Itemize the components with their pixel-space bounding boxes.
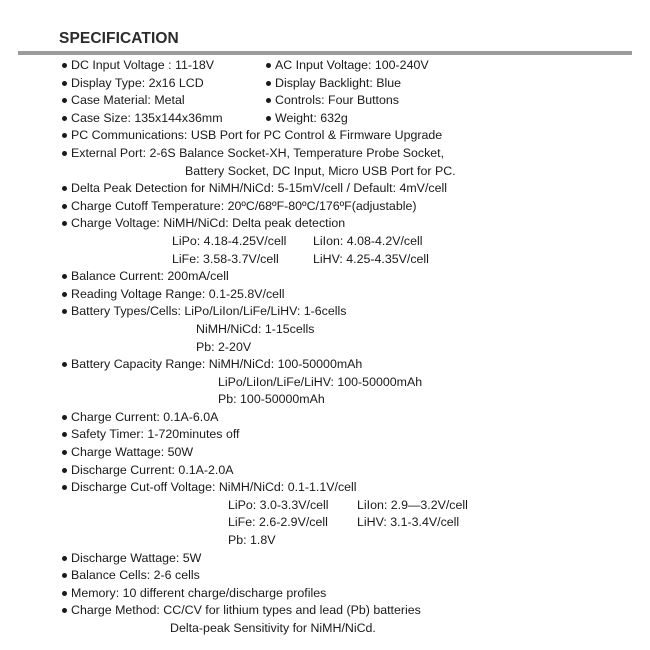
- spec-discharge-cutoff: Discharge Cut-off Voltage: NiMH/NiCd: 0.1-1.1V/cell: [71, 480, 357, 495]
- spec-case-size: Case Size: 135x144x36mm: [71, 110, 223, 125]
- spec-dc-input: DC Input Voltage : 11-18V: [71, 58, 215, 72]
- bullet-icon: [266, 98, 271, 103]
- spec-pc-comm: PC Communications: USB Port for PC Control & Firmware Upgrade: [71, 128, 443, 143]
- bullet-icon: [62, 485, 67, 490]
- spec-dc-lion: LiIon: 2.9—3.2V/cell: [357, 497, 468, 512]
- spec-controls: Controls: Four Buttons: [275, 93, 399, 108]
- spec-charge-method-cont: Delta-peak Sensitivity for NiMH/NiCd.: [170, 621, 376, 635]
- spec-memory: Memory: 10 different charge/discharge profiles: [71, 585, 327, 600]
- bullet-icon: [266, 116, 271, 121]
- bullet-icon: [62, 116, 67, 121]
- bullet-icon: [62, 204, 67, 209]
- title-divider: [18, 51, 632, 55]
- bullet-icon: [62, 133, 67, 138]
- spec-battery-types: Battery Types/Cells: LiPo/LiIon/LiFe/LiHV: 1-6cells: [71, 304, 347, 319]
- spec-delta-peak: Delta Peak Detection for NiMH/NiCd: 5-15mV/cell / Default: 4mV/cell: [71, 181, 447, 196]
- bullet-icon: [62, 151, 67, 156]
- bullet-icon: [266, 81, 271, 86]
- bullet-icon: [62, 608, 67, 613]
- spec-cv-lion: LiIon: 4.08-4.2V/cell: [313, 233, 423, 248]
- spec-bc-pb: Pb: 100-50000mAh: [218, 392, 325, 407]
- bullet-icon: [62, 556, 67, 561]
- bullet-icon: [62, 573, 67, 578]
- spec-weight: Weight: 632g: [275, 110, 348, 125]
- bullet-icon: [62, 274, 67, 279]
- spec-bc-lipo: LiPo/LiIon/LiFe/LiHV: 100-50000mAh: [218, 374, 423, 389]
- bullet-icon: [62, 591, 67, 596]
- page-title: SPECIFICATION: [59, 30, 179, 47]
- spec-dc-pb: Pb: 1.8V: [228, 533, 276, 548]
- spec-charge-current: Charge Current: 0.1A-6.0A: [71, 409, 219, 424]
- spec-bt-pb: Pb: 2-20V: [196, 339, 252, 354]
- spec-external-port: External Port: 2-6S Balance Socket-XH, Temperature Probe Socket,: [71, 145, 445, 160]
- bullet-icon: [62, 309, 67, 314]
- bullet-icon: [62, 186, 67, 191]
- spec-cv-lipo: LiPo: 4.18-4.25V/cell: [172, 233, 287, 248]
- spec-cv-life: LiFe: 3.58-3.7V/cell: [172, 251, 279, 266]
- spec-external-port-cont: Battery Socket, DC Input, Micro USB Port for PC.: [185, 163, 456, 178]
- bullet-icon: [62, 98, 67, 103]
- spec-display-type: Display Type: 2x16 LCD: [71, 75, 204, 90]
- spec-cv-lihv: LiHV: 4.25-4.35V/cell: [313, 251, 429, 266]
- spec-discharge-wattage: Discharge Wattage: 5W: [71, 550, 202, 565]
- spec-balance-current: Balance Current: 200mA/cell: [71, 269, 229, 284]
- spec-dc-lipo: LiPo: 3.0-3.3V/cell: [228, 497, 329, 512]
- bullet-icon: [62, 450, 67, 455]
- spec-charge-cutoff-temp: Charge Cutoff Temperature: 20ºC/68ºF-80ºC/176ºF(adjustable): [71, 198, 417, 213]
- spec-battery-capacity: Battery Capacity Range: NiMH/NiCd: 100-50000mAh: [71, 357, 363, 372]
- spec-charge-voltage: Charge Voltage: NiMH/NiCd: Delta peak detection: [71, 216, 346, 231]
- bullet-icon: [62, 63, 67, 68]
- spec-dc-lihv: LiHV: 3.1-3.4V/cell: [357, 515, 460, 530]
- spec-reading-voltage: Reading Voltage Range: 0.1-25.8V/cell: [71, 286, 285, 301]
- spec-balance-cells: Balance Cells: 2-6 cells: [71, 568, 200, 583]
- bullet-icon: [266, 63, 271, 68]
- spec-case-material: Case Material: Metal: [71, 93, 185, 108]
- bullet-icon: [62, 81, 67, 86]
- spec-bt-nimh: NiMH/NiCd: 1-15cells: [196, 321, 315, 336]
- spec-charge-wattage: Charge Wattage: 50W: [71, 445, 194, 460]
- spec-discharge-current: Discharge Current: 0.1A-2.0A: [71, 462, 234, 477]
- bullet-icon: [62, 415, 67, 420]
- bullet-icon: [62, 221, 67, 226]
- bullet-icon: [62, 292, 67, 297]
- bullet-icon: [62, 362, 67, 367]
- spec-charge-method: Charge Method: CC/CV for lithium types and lead (Pb) batteries: [71, 603, 421, 618]
- spec-display-backlight: Display Backlight: Blue: [275, 75, 402, 90]
- bullet-icon: [62, 432, 67, 437]
- bullet-icon: [62, 468, 67, 473]
- spec-dc-life: LiFe: 2.6-2.9V/cell: [228, 515, 328, 530]
- spec-ac-input: AC Input Voltage: 100-240V: [275, 58, 429, 72]
- spec-safety-timer: Safety Timer: 1-720minutes off: [71, 427, 240, 442]
